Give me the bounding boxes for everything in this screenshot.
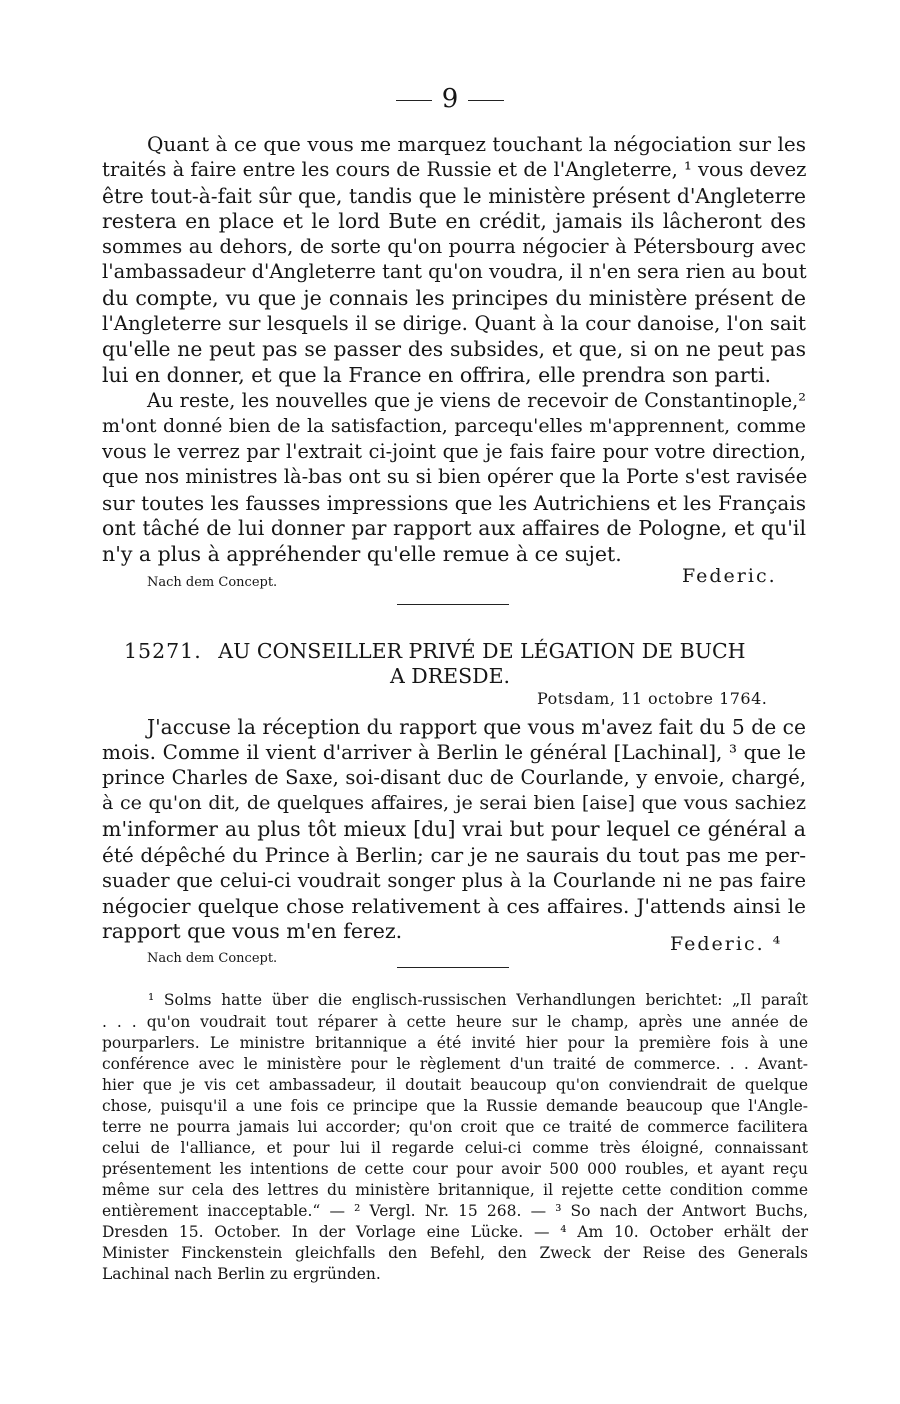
- letter-2-line: J'accuse la réception du rapport que vous m'avez fait du 5 de ce: [147, 715, 806, 739]
- letter-1-line: m'ont donné bien de la satisfaction, parcequ'elles m'apprennent, comme: [102, 415, 806, 437]
- letter-2-line: mois. Comme il vient d'arriver à Berlin le général [Lachinal], ³ que le: [102, 740, 806, 764]
- letter-2-line: m'informer au plus tôt mieux [du] vrai but pour lequel ce général a: [102, 817, 806, 841]
- page-number-text: 9: [441, 84, 459, 114]
- letter-1-line: être tout-à-fait sûr que, tandis que le ministère présent d'Angleterre: [102, 184, 806, 208]
- footnote-line: hier que je vis cet ambassadeur, il doutait beaucoup qu'on conviendrait de quelque: [102, 1076, 808, 1094]
- letter-1-line: que nos ministres là-bas ont su si bien opérer que la Porte s'est ravisée: [102, 465, 808, 488]
- letter-2-line: prince Charles de Saxe, soi-disant duc de Courlande, y envoie, chargé,: [102, 766, 806, 789]
- page-number: [0, 82, 900, 116]
- footnote-divider: [397, 967, 509, 968]
- footnote-line: chose, puisqu'il a une fois ce principe que la Russie demande beaucoup que l'Angle-: [102, 1097, 808, 1115]
- letter-1-line: ont tâché de lui donner par rapport aux affaires de Pologne, et qu'il: [102, 516, 806, 540]
- footnote-line: entièrement inacceptable.“ — ² Vergl. Nr. 15 268. — ³ So nach der Antwort Buchs,: [102, 1202, 808, 1220]
- letter-1-line: du compte, vu que je connais les principes du ministère présent de: [102, 286, 806, 310]
- footnote-line: . . . qu'on voudrait tout réparer à cette heure sur le champ, après une année de: [102, 1013, 808, 1031]
- letter-1-line: sommes au dehors, de sorte qu'on pourra négocier à Pétersbourg avec: [102, 235, 806, 258]
- letter-1-source-note: Nach dem Concept.: [147, 575, 278, 590]
- letter-2-line: rapport que vous m'en ferez.: [102, 919, 403, 943]
- footnote-line: Dresden 15. October. In der Vorlage eine Lücke. — ⁴ Am 10. October erhält der: [102, 1223, 808, 1241]
- letter-2-source-note: Nach dem Concept.: [147, 951, 278, 966]
- letter-2-line: négocier quelque chose relativement à ces affaires. J'attends ainsi le: [102, 894, 806, 918]
- letter-1-line: Au reste, les nouvelles que je viens de recevoir de Constantinople,²: [147, 389, 806, 412]
- footnote-line: terre ne pourra jamais lui accorder; qu'on croit que ce traité de commerce facilitera: [102, 1118, 808, 1136]
- footnote-line: ¹ Solms hatte über die englisch-russischen Verhandlungen berichtet: „Il paraît: [148, 991, 808, 1009]
- letter-2-line: suader que celui-ci voudrait songer plus à la Courlande ni ne pas faire: [102, 869, 806, 892]
- letter-2-line: à ce qu'on dit, de quelques affaires, je serai bien [aise] que vous sachiez: [102, 792, 806, 814]
- footnote-line: pourparlers. Le ministre britannique a été invité hier pour la première fois à une: [102, 1034, 808, 1052]
- letter-1-line: l'ambassadeur d'Angleterre tant qu'on voudra, il n'en sera rien au bout: [102, 260, 807, 283]
- letter-number: 15271.: [124, 639, 202, 663]
- letter-1-line: traités à faire entre les cours de Russie et de l'Angleterre, ¹ vous devez: [102, 158, 807, 181]
- section-divider: [397, 604, 509, 605]
- letter-2-signature: Federic. ⁴: [670, 933, 783, 955]
- letter-1-line: Quant à ce que vous me marquez touchant la négociation sur les: [147, 132, 806, 156]
- letter-1-line: lui en donner, et que la France en offrira, elle prendra son parti.: [102, 363, 772, 387]
- letter-title-line-2: A DRESDE.: [389, 664, 511, 688]
- footnote-line: Minister Finckenstein gleichfalls den Befehl, den Zweck der Reise des Generals: [102, 1244, 808, 1262]
- place-date: Potsdam, 11 octobre 1764.: [537, 689, 768, 708]
- page-number-dash-right: [468, 100, 504, 101]
- footnote-line: présentement les intentions de cette cour pour avoir 500 000 roubles, et ayant reçu: [102, 1160, 808, 1178]
- letter-2-line: été dépêché du Prince à Berlin; car je ne saurais du tout pas me per-: [102, 843, 806, 867]
- footnote-line: conférence avec le ministère pour le règlement d'un traité de commerce. . . Avant-: [102, 1055, 808, 1073]
- letter-1-line: l'Angleterre sur lesquels il se dirige. Quant à la cour danoise, l'on sait: [102, 312, 806, 335]
- letter-2-heading: [124, 638, 746, 664]
- footnote-line: Lachinal nach Berlin zu ergründen.: [102, 1265, 381, 1283]
- letter-1-line: n'y a plus à appréhender qu'elle remue à ce sujet.: [102, 542, 622, 566]
- page-number-dash-left: [396, 100, 432, 101]
- letter-title: AU CONSEILLER PRIVÉ DE LÉGATION DE BUCH: [218, 639, 746, 663]
- letter-1-line: restera en place et le lord Bute en crédit, jamais ils lâcheront des: [102, 209, 806, 233]
- letter-1-signature: Federic.: [682, 565, 777, 587]
- letter-1-line: vous le verrez par l'extrait ci-joint que je fais faire pour votre direction,: [102, 440, 806, 463]
- letter-1-line: qu'elle ne peut pas se passer des subsides, et que, si on ne peut pas: [102, 337, 806, 361]
- letter-1-line: sur toutes les fausses impressions que les Autrichiens et les Français: [102, 491, 806, 515]
- footnote-line: celui de l'alliance, et pour lui il regarde celui-ci comme très éloigné, connaissant: [102, 1139, 808, 1157]
- footnote-line: même sur cela des lettres du ministère britannique, il rejette cette condition comme: [102, 1181, 808, 1199]
